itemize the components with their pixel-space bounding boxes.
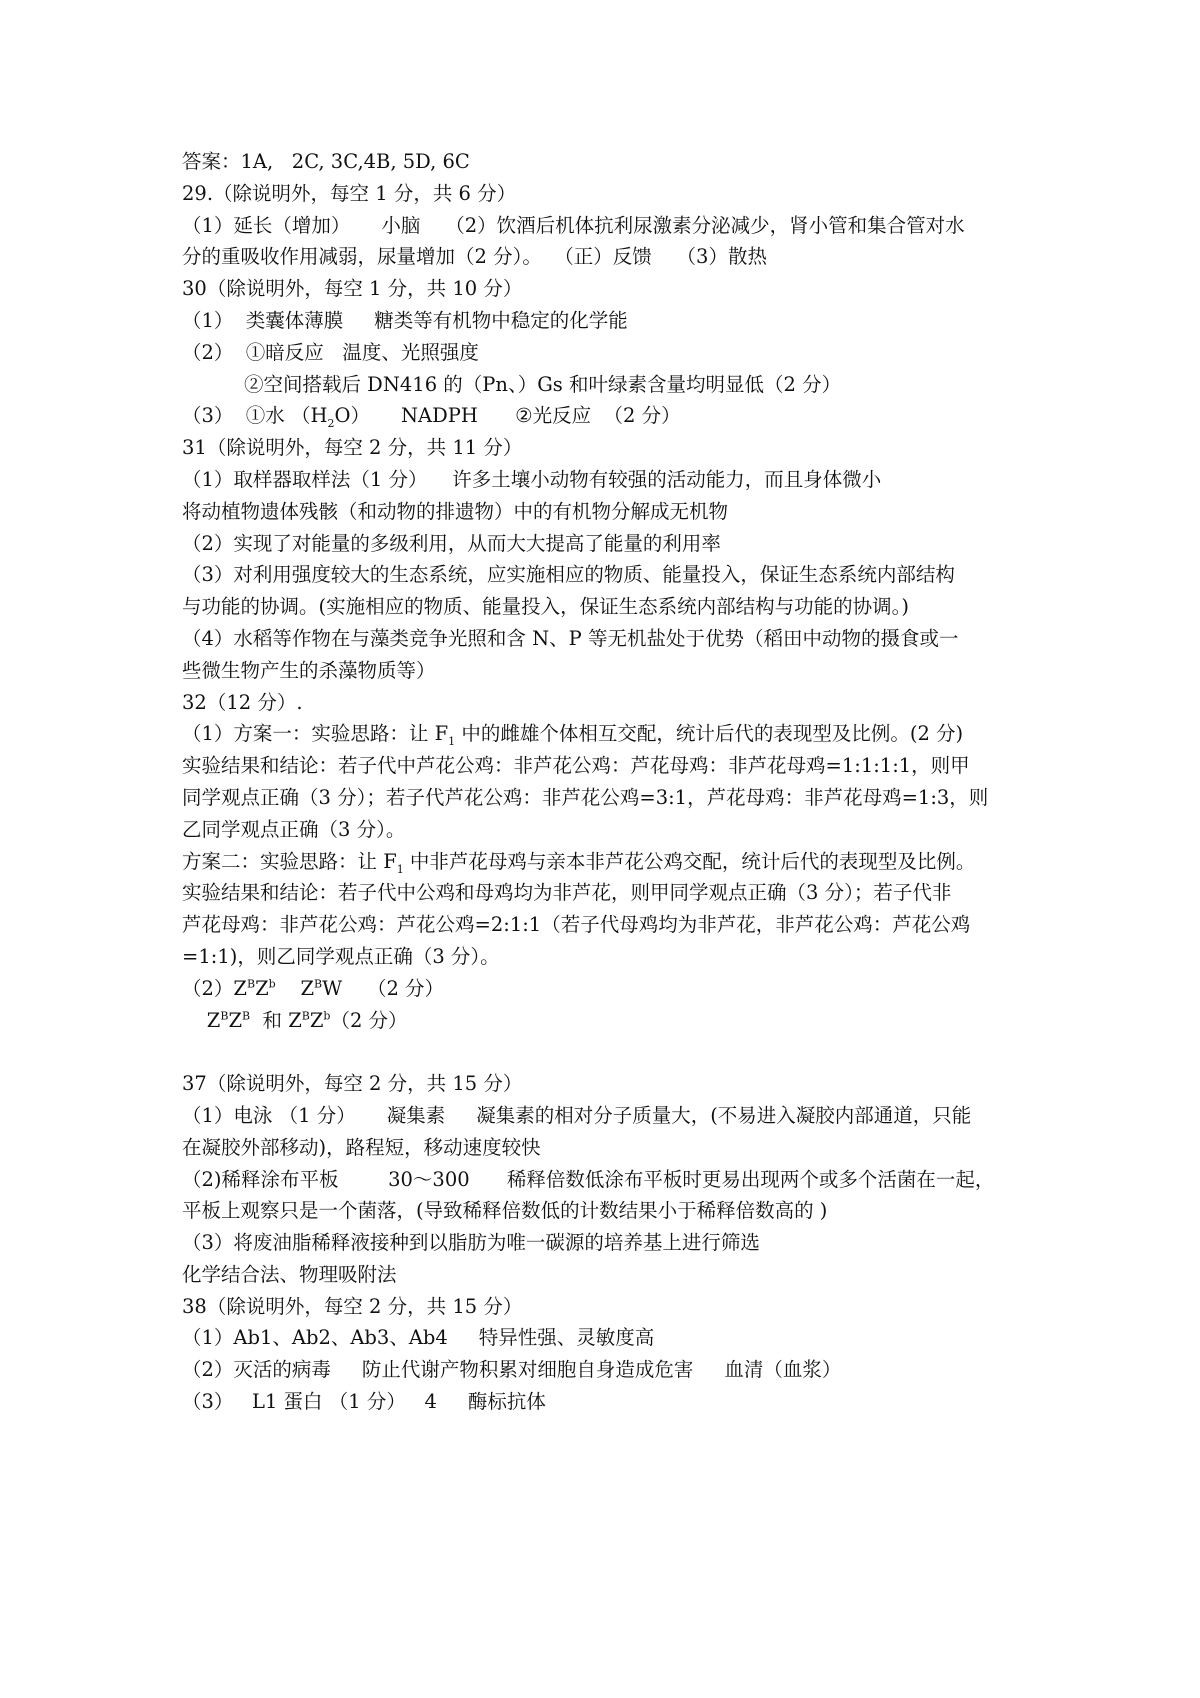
text-line: $(2)Z^BZ^b$ $Z^BW$ （2 分）: [182, 976, 445, 1000]
text-line: 与功能的协调。(实施相应的物质、能量投入，保证生态系统内部结构与功能的协调。): [182, 595, 909, 619]
text-line: 答案：1A, 2C, 3C,4B, 5D, 6C: [182, 150, 470, 173]
text-line: 平板上观察只是一个菌落，(导致稀释倍数低的计数结果小于稀释倍数高的 ): [182, 1199, 828, 1223]
text-line: （1）延长（增加） 小脑 （2）饮酒后机体抗利尿激素分泌减少，肾小管和集合管对水: [182, 213, 965, 237]
text-line: 芦花母鸡：非芦花公鸡：芦花公鸡=2:1:1（若子代母鸡均为非芦花，非芦花公鸡：芦花公鸡: [182, 913, 971, 937]
answer-document: [182, 146, 1052, 1418]
text-line: 32（12 分）.: [182, 690, 303, 714]
text-line: （1）方案一：实验思路：让 $F_1$ 中的雌雄个体相互交配，统计后代的表现型及比例。(2 分): [182, 722, 964, 749]
text-line: （1）取样器取样法（1 分） 许多土壤小动物有较强的活动能力，而且身体微小: [182, 467, 882, 491]
text-line: （3）将废油脂稀释液接种到以脂肪为唯一碳源的培养基上进行筛选: [182, 1231, 760, 1255]
text-line: （2）实现了对能量的多级利用，从而大大提高了能量的利用率: [182, 531, 721, 555]
text-line: 实验结果和结论：若子代中公鸡和母鸡均为非芦花，则甲同学观点正确（3 分）；若子代非: [182, 881, 952, 905]
text-line: =1:1)，则乙同学观点正确（3 分）。: [182, 944, 500, 968]
text-line: 同学观点正确（3 分）；若子代芦花公鸡：非芦花公鸡=3:1，芦花母鸡：非芦花母鸡=1:3，则: [182, 785, 989, 809]
text-line: 37（除说明外，每空 2 分，共 15 分）: [182, 1072, 523, 1096]
text-line: ②空间搭载后 DN416 的（Pn、）Gs 和叶绿素含量均明显低（2 分）: [182, 372, 842, 396]
text-line: （3）对利用强度较大的生态系统，应实施相应的物质、能量投入，保证生态系统内部结构: [182, 563, 955, 587]
text-line: （3） L1 蛋白 （1 分） 4 酶标抗体: [182, 1390, 546, 1414]
text-line: 方案二：实验思路：让 $F_1$ 中非芦花母鸡与亲本非芦花公鸡交配，统计后代的表现型及比例。: [182, 849, 976, 876]
text-line: （2） ①暗反应 温度、光照强度: [182, 340, 479, 364]
text-line: （1）电泳 （1 分） 凝集素 凝集素的相对分子质量大，(不易进入凝胶内部通道，只能: [182, 1103, 972, 1127]
text-line: 38（除说明外，每空 2 分，共 15 分）: [182, 1294, 523, 1318]
text-line: $Z^BZ^B$ 和 $Z^BZ^b(2$ 分）: [182, 1008, 408, 1032]
text-line: （2)稀释涂布平板 30～300 稀释倍数低涂布平板时更易出现两个或多个活菌在一起，: [182, 1167, 995, 1191]
text-line: 乙同学观点正确（3 分）。: [182, 817, 406, 841]
text-line: 实验结果和结论：若子代中芦花公鸡：非芦花公鸡：芦花母鸡：非芦花母鸡=1:1:1:1，则甲: [182, 754, 970, 778]
text-line: 31（除说明外，每空 2 分，共 11 分）: [182, 436, 523, 460]
text-line: 29.（除说明外，每空 1 分，共 6 分）: [182, 181, 517, 205]
text-line: 化学结合法、物理吸附法: [182, 1262, 397, 1286]
text-line: 将动植物遗体残骸（和动物的排遗物）中的有机物分解成无机物: [182, 499, 729, 523]
text-line: （3） ①水 $(H_2O)$ NADPH ②光反应 （2 分）: [182, 404, 681, 431]
text-line: （2）灭活的病毒 防止代谢产物积累对细胞自身造成危害 血清（血浆）: [182, 1358, 842, 1382]
text-line: （1）Ab1、Ab2、Ab3、Ab4 特异性强、灵敏度高: [182, 1326, 655, 1350]
text-line: 些微生物产生的杀藻物质等）: [182, 658, 436, 682]
text-line: 分的重吸收作用减弱，尿量增加（2 分）。 （正）反馈 （3）散热: [182, 245, 767, 269]
blank-line: [182, 1036, 1052, 1068]
text-line: 在凝胶外部移动)，路程短，移动速度较快: [182, 1135, 541, 1159]
text-line: （4）水稻等作物在与藻类竞争光照和含 N、P 等无机盐处于优势（稻田中动物的摄食或一: [182, 626, 959, 650]
text-line: 30（除说明外，每空 1 分，共 10 分）: [182, 277, 523, 301]
text-line: （1） 类囊体薄膜 糖类等有机物中稳定的化学能: [182, 308, 628, 332]
